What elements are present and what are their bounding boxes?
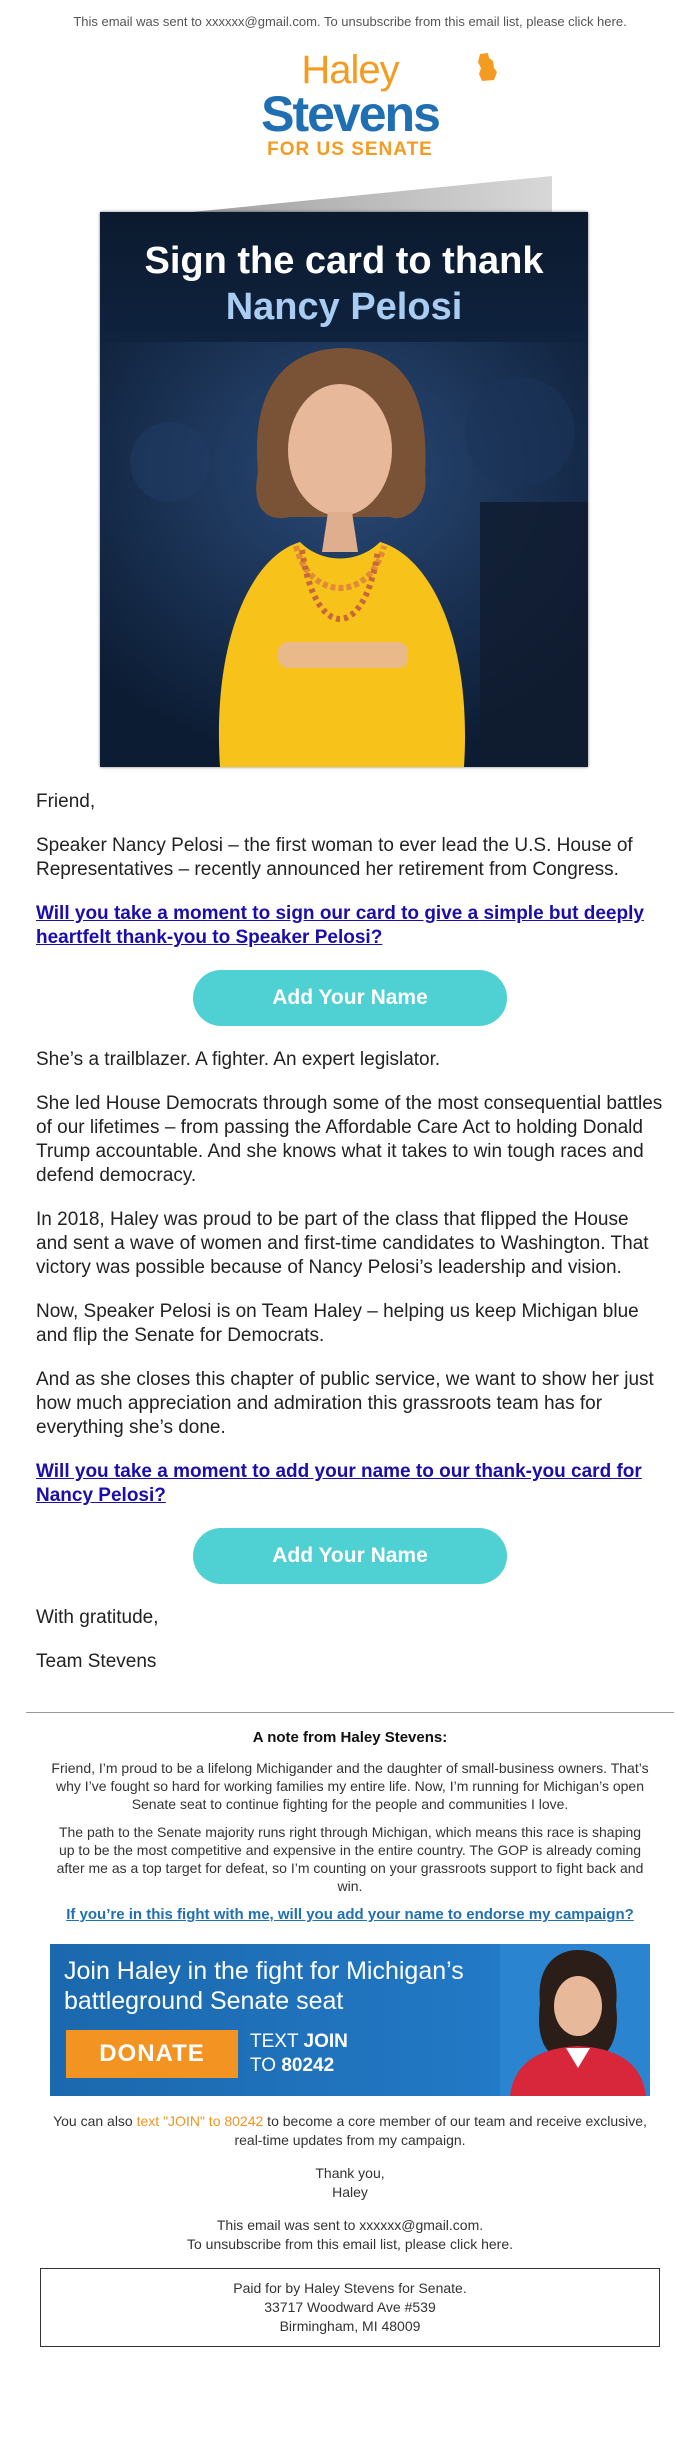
address-line1: 33717 Woodward Ave #539 — [264, 2299, 436, 2315]
add-your-name-button[interactable]: Add Your Name — [193, 970, 507, 1026]
thanks-name: Haley — [332, 2184, 368, 2200]
paid-by: Paid for by Haley Stevens for Senate. — [233, 2280, 467, 2296]
sent-to-line: This email was sent to xxxxxx@gmail.com. — [216, 2217, 484, 2233]
campaign-logo — [230, 50, 470, 160]
sign-card-link[interactable]: Will you take a moment to sign our card to give a simple but deeply heartfelt thank-you to Speaker Pelosi? — [36, 903, 644, 948]
note-paragraph-1: Friend, I’m proud to be a lifelong Michigander and the daughter of small-business owners. That’s why I’ve fought so hard for working families my entire life. Now, I’m running for Michigan’s open Senate seat to continue fighting for the people and communities I love. — [51, 1760, 649, 1812]
to-number: 80242 — [281, 2055, 335, 2076]
paid-for-disclaimer — [40, 2268, 660, 2347]
add-your-name-button-2[interactable]: Add Your Name — [193, 1528, 507, 1584]
text-prefix: TEXT — [250, 2031, 304, 2052]
to-prefix: TO — [250, 2055, 282, 2076]
card-title-line1: Sign the card to thank — [144, 240, 544, 282]
banner-headline — [64, 1956, 464, 2016]
text-join-callout — [250, 2030, 348, 2078]
banner-headline-line1: Join Haley in the fight for Michigan’s — [64, 1957, 464, 1985]
thank-you-card-image[interactable] — [100, 172, 600, 762]
paragraph-chapter: And as she closes this chapter of public service, we want to show her just how much appreciation and admiration this grassroots team has for everything she’s done. — [36, 1369, 654, 1438]
section-divider — [26, 1712, 674, 1713]
greeting: Friend, — [36, 791, 96, 812]
thanks-line: Thank you, — [315, 2165, 385, 2181]
card-title-line2: Nancy Pelosi — [225, 286, 463, 328]
after-banner-section — [50, 2112, 650, 2254]
haley-photo — [500, 1944, 650, 2096]
text-keyword: JOIN — [303, 2031, 348, 2052]
address-line2: Birmingham, MI 48009 — [279, 2318, 421, 2334]
text-join-link[interactable]: text "JOIN" to 80242 — [136, 2113, 264, 2129]
paragraph-intro: Speaker Nancy Pelosi – the first woman to ever lead the U.S. House of Representatives – recently announced her retirement from Congress. — [36, 835, 633, 880]
paragraph-led-democrats: She led House Democrats through some of the most consequential battles of our lifetimes – from passing the Affordable Care Act to holding Donald Trump accountable. And she knows what it takes to win tough races and defend democracy. — [36, 1093, 663, 1186]
logo-last-name: Stevens — [261, 86, 439, 142]
text-join-post: to become a core member of our team and receive exclusive, real-time updates from my campaign. — [234, 2113, 647, 2148]
unsubscribe-notice[interactable]: This email was sent to xxxxxx@gmail.com. To unsubscribe from this email list, please click here. — [73, 14, 627, 29]
card-front — [100, 212, 588, 767]
logo-first-name: Haley — [301, 48, 399, 92]
add-name-link[interactable]: Will you take a moment to add your name to our thank-you card for Nancy Pelosi? — [36, 1461, 642, 1506]
note-paragraph-2: The path to the Senate majority runs right through Michigan, which means this race is shaping up to be the most competitive and expensive in the entire country. The GOP is already coming after me as a top target for defeat, so I’m counting on your grassroots support to fight back and win. — [56, 1824, 644, 1894]
donate-banner[interactable] — [50, 1944, 650, 2096]
paragraph-trailblazer: She’s a trailblazer. A fighter. An expert legislator. — [36, 1049, 441, 1070]
endorse-link[interactable]: If you’re in this fight with me, will you add your name to endorse my campaign? — [66, 1906, 634, 1923]
unsubscribe-line[interactable]: To unsubscribe from this email list, please click here. — [186, 2236, 514, 2252]
text-join-pre: You can also — [53, 2113, 137, 2129]
signature: Team Stevens — [36, 1651, 157, 1672]
logo-subtitle: FOR US SENATE — [267, 139, 433, 160]
note-section — [50, 1729, 650, 1924]
paragraph-team-haley: Now, Speaker Pelosi is on Team Haley – helping us keep Michigan blue and flip the Senate for Democrats. — [36, 1301, 639, 1346]
pelosi-portrait — [100, 342, 588, 767]
text-join-paragraph — [50, 2112, 650, 2150]
michigan-state-icon — [474, 52, 500, 82]
paragraph-2018: In 2018, Haley was proud to be part of the class that flipped the House and sent a wave of women and first-time candidates to Washington. That victory was possible because of Nancy Pelosi’s leadership and vision. — [36, 1209, 649, 1278]
closing: With gratitude, — [36, 1607, 159, 1628]
banner-headline-line2: battleground Senate seat — [64, 1987, 344, 2015]
donate-button[interactable]: DONATE — [66, 2030, 238, 2078]
note-title: A note from Haley Stevens: — [252, 1729, 448, 1746]
